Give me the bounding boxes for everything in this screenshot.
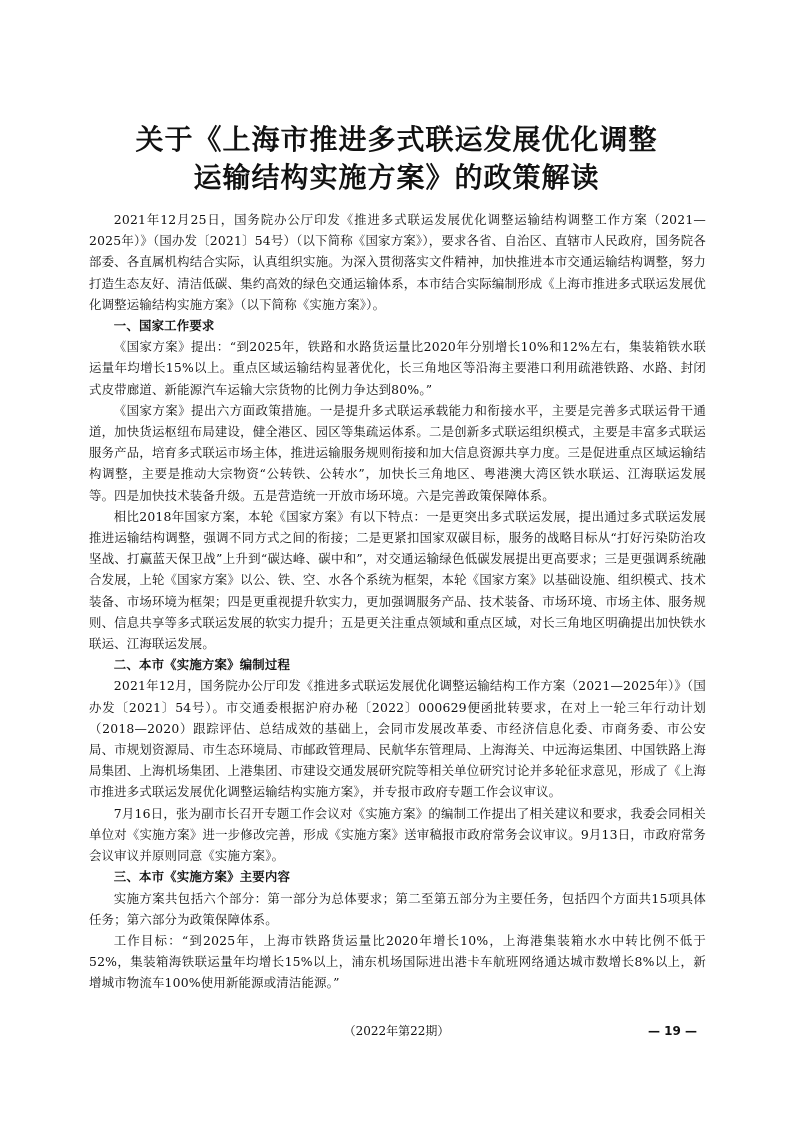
page-number: — 19 — [647, 1024, 697, 1038]
intro-paragraph: 2021年12月25日，国务院办公厅印发《推进多式联运发展优化调整运输结构调整工作方案（2021—2025年）》（国办发〔2021〕54号）（以下简称《国家方案》），要求各省、自治区、直辖市人民政府，国务院各部委、各直属机构结合实际，认真组织实施。为深入贯彻落实文件精神，加快推进本市交通运输结构调整，努力打造生态友好、清洁低碳、集约高效的绿色交通运输体系，本市结合实际编制形成《上海市推进多式联运发展优化调整运输结构实施方案》（以下简称《实施方案》）。 [89, 212, 706, 312]
document-title-line-1: 关于《上海市推进多式联运发展优化调整 [135, 123, 658, 156]
section-1-paragraph-3: 相比2018年国家方案，本轮《国家方案》有以下特点：一是更突出多式联运发展，提出通过多式联运发展推进运输结构调整，强调不同方式之间的衔接；二是更紧扣国家双碳目标，服务的战略目标从“打好污染防治攻坚战、打赢蓝天保卫战”上升到“碳达峰、碳中和”，对交通运输绿色低碳发展提出更高要求；三是更强调系统融合发展，上轮《国家方案》以公、铁、空、水各个系统为框架，本轮《国家方案》以基础设施、组织模式、技术装备、市场环境为框架；四是更重视提升软实力，更加强调服务产品、技术装备、市场环境、市场主体、服务规则、信息共享等多式联运发展的软实力提升；五是更关注重点领域和重点区域，对长三角地区明确提出加快铁水联运、江海联运发展。 [89, 508, 706, 652]
section-3-heading: 三、本市《实施方案》主要内容 [113, 869, 291, 885]
section-3-paragraph-2: 工作目标：“到2025年，上海市铁路货运量比2020年增长10%，上海港集装箱水水中转比例不低于52%，集装箱海铁联运量年均增长15%以上，浦东机场国际进出港卡车航班网络通达城市数增长8%以上，新增城市物流车100%使用新能源或清洁能源。” [89, 932, 706, 991]
document-title-line-2: 运输结构实施方案》的政策解读 [193, 161, 600, 194]
issue-number: （2022年第22期） [343, 1024, 450, 1038]
section-1-paragraph-2: 《国家方案》提出六方面政策措施。一是提升多式联运承载能力和衔接水平，主要是完善多式联运骨干通道，加快货运枢纽布局建设，健全港区、园区等集疏运体系。二是创新多式联运组织模式，主要是丰富多式联运服务产品，培育多式联运市场主体，推进运输服务规则衔接和加大信息资源共享力度。三是促进重点区域运输结构调整，主要是推动大宗物资“公转铁、公转水”，加快长三角地区、粤港澳大湾区铁水联运、江海联运发展等。四是加快技术装备升级。五是营造统一开放市场环境。六是完善政策保障体系。 [89, 402, 706, 503]
section-1-heading: 一、国家工作要求 [113, 318, 215, 334]
section-2-paragraph-2: 7月16日，张为副市长召开专题工作会议对《实施方案》的编制工作提出了相关建议和要求，我委会同相关单位对《实施方案》进一步修改完善，形成《实施方案》送审稿报市政府常务会议审议。9月13日，市政府常务会议审议并原则同意《实施方案》。 [89, 805, 706, 864]
section-2-paragraph-1: 2021年12月，国务院办公厅印发《推进多式联运发展优化调整运输结构工作方案（2021—2025年）》（国办发〔2021〕54号）。市交通委根据沪府办秘〔2022〕000629便函批转要求，在对上一轮三年行动计划（2018—2020）跟踪评估、总结成效的基础上，会同市发展改革委、市经济信息化委、市商务委、市公安局、市规划资源局、市生态环境局、市邮政管理局、民航华东管理局、上海海关、中远海运集团、中国铁路上海局集团、上海机场集团、上港集团、市建设交通发展研究院等相关单位研究讨论并多轮征求意见，形成了《上海市推进多式联运发展优化调整运输结构实施方案》，并专报市政府专题工作会议审议。 [89, 678, 706, 800]
section-1-paragraph-1: 《国家方案》提出：“到2025年，铁路和水路货运量比2020年分别增长10%和12%左右，集装箱铁水联运量年均增长15%以上。重点区域运输结构显著优化，长三角地区等沿海主要港口利用疏港铁路、水路、封闭式皮带廊道、新能源汽车运输大宗货物的比例力争达到80%。” [89, 339, 706, 397]
document-body [89, 209, 706, 994]
section-3-paragraph-1: 实施方案共包括六个部分：第一部分为总体要求；第二至第五部分为主要任务，包括四个方面共15项具体任务；第六部分为政策保障体系。 [89, 890, 706, 927]
section-2-heading: 二、本市《实施方案》编制过程 [113, 657, 291, 673]
